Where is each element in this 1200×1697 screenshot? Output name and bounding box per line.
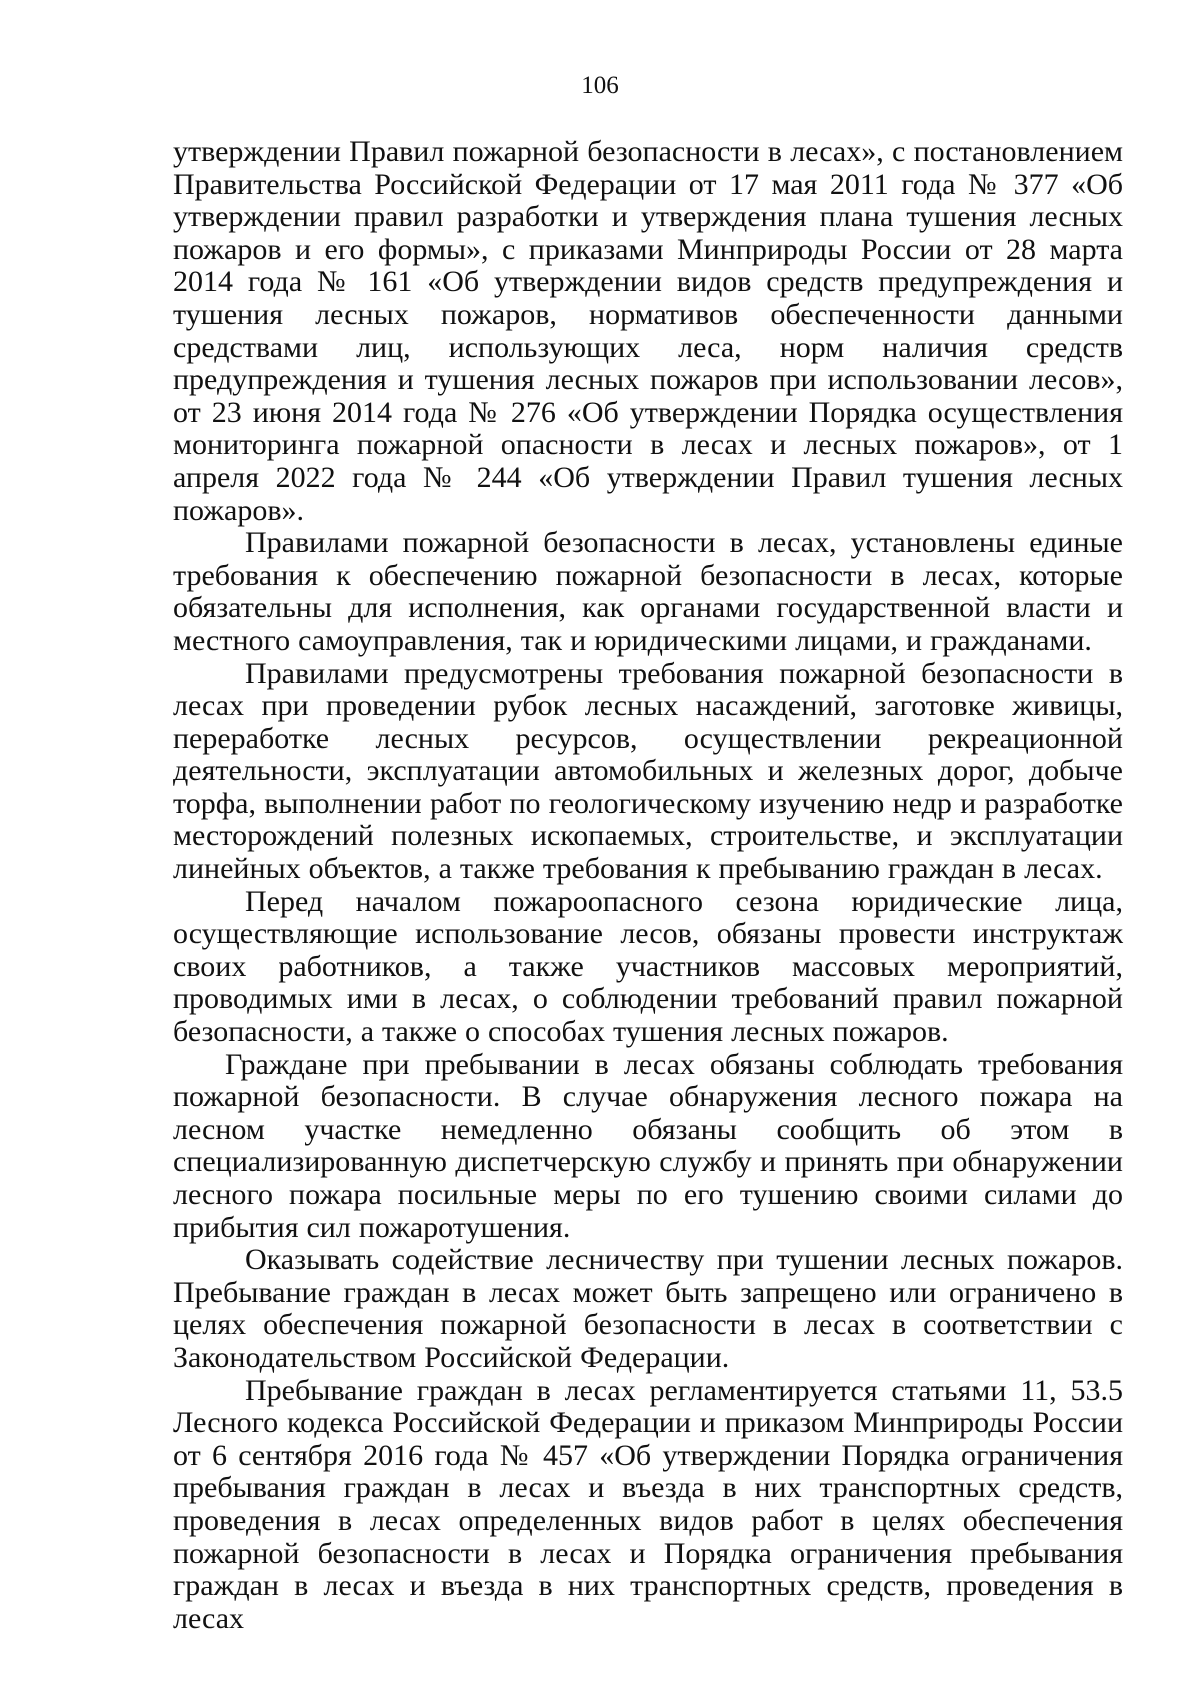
page-body (173, 136, 1123, 1635)
paragraph-stay-regulation: Пребывание граждан в лесах регламентируется статьями 11, 53.5 Лесного кодекса Российской Федерации и приказом Минприроды России от 6 сентября 2016 года № 457 «Об утверждении Порядка ограничения пребывания граждан в лесах и въезда в них транспортных средств, проведения в лесах определенных видов работ в целях обеспечения пожарной безопасности в лесах и Порядка ограничения пребывания граждан в лесах и въезда в них транспортных средств, проведения в лесах (173, 1373, 1123, 1635)
paragraph-continuation: утверждении Правил пожарной безопасности в лесах», с постановлением Правительства Российской Федерации от 17 мая 2011 года № 377 «Об утверждении правил разработки и утверждения плана тушения лесных пожаров и его формы», с приказами Минприроды России от 28 марта 2014 года № 161 «Об утверждении видов средств предупреждения и тушения лесных пожаров, нормативов обеспеченности данными средствами лиц, использующих леса, норм наличия средств предупреждения и тушения лесных пожаров при использовании лесов», от 23 июня 2014 года № 276 «Об утверждении Порядка осуществления мониторинга пожарной опасности в лесах и лесных пожаров», от 1 апреля 2022 года № 244 «Об утверждении Правил тушения лесных пожаров». (173, 135, 1123, 527)
paragraph-assistance: Оказывать содействие лесничеству при тушении лесных пожаров. Пребывание граждан в лесах может быть запрещено или ограничено в целях обеспечения пожарной безопасности в лесах в соответствии с Законодательством Российской Федерации. (173, 1243, 1123, 1374)
paragraph-citizens-obligations: Граждане при пребывании в лесах обязаны соблюдать требования пожарной безопасности. В случае обнаружения лесного пожара на лесном участке немедленно обязаны сообщить об этом в специализированную диспетчерскую службу и принять при обнаружении лесного пожара посильные меры по его тушению своими силами до прибытия сил пожаротушения. (173, 1047, 1123, 1244)
paragraph-specific-requirements: Правилами предусмотрены требования пожарной безопасности в лесах при проведении рубок лесных насаждений, заготовке живицы, переработке лесных ресурсов, осуществлении рекреационной деятельности, эксплуатации автомобильных и железных дорог, добыче торфа, выполнении работ по геологическому изучению недр и разработке месторождений полезных ископаемых, строительстве, и эксплуатации линейных объектов, а также требования к пребыванию граждан в лесах. (173, 656, 1123, 886)
paragraph-uniform-requirements: Правилами пожарной безопасности в лесах, установлены единые требования к обеспечению пожарной безопасности в лесах, которые обязательны для исполнения, как органами государственной власти и местного самоуправления, так и юридическими лицами, и гражданами. (173, 526, 1123, 657)
paragraph-pre-season-briefing: Перед началом пожароопасного сезона юридические лица, осуществляющие использование лесов, обязаны провести инструктаж своих работников, а также участников массовых мероприятий, проводимых ими в лесах, о соблюдении требований правил пожарной безопасности, а также о способах тушения лесных пожаров. (173, 884, 1123, 1049)
page-number: 106 (581, 72, 619, 99)
